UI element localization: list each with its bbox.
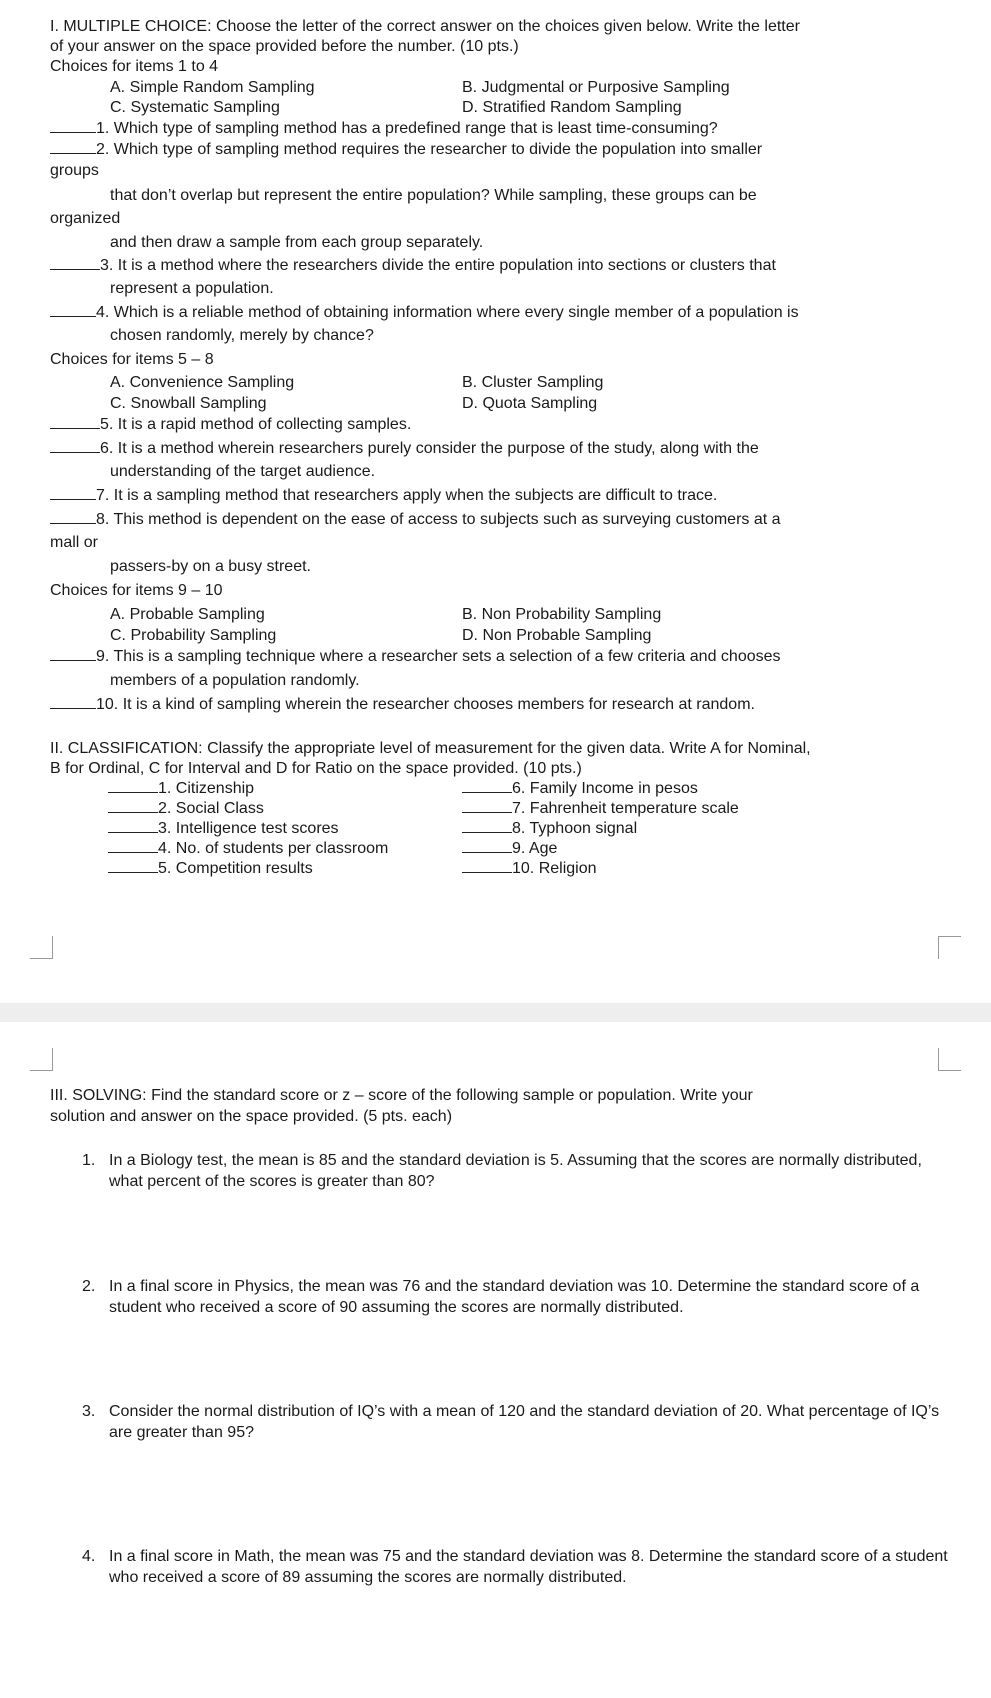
classification-item: 3. Intelligence test scores — [108, 818, 339, 839]
question-1: 1. Which type of sampling method has a predefined range that is least time-consuming? — [50, 118, 718, 139]
section1-header: I. MULTIPLE CHOICE: Choose the letter of the correct answer on the choices given below. Write the letter — [50, 18, 800, 35]
page-separator — [0, 1003, 991, 1022]
answer-blank-6[interactable] — [50, 438, 100, 453]
section1-header-cont: of your answer on the space provided before the number. (10 pts.) — [50, 38, 519, 55]
problem-number: 3. — [82, 1403, 96, 1420]
choice-b-2: B. Cluster Sampling — [462, 374, 604, 391]
classification-item: 6. Family Income in pesos — [462, 778, 698, 799]
question-6-cont: understanding of the target audience. — [110, 463, 376, 480]
answer-blank-2[interactable] — [50, 139, 96, 154]
crop-mark — [938, 1048, 961, 1071]
problem-number: 1. — [82, 1152, 96, 1169]
question-9: 9. This is a sampling technique where a researcher sets a selection of a few criteria and chooses — [50, 646, 781, 667]
problem-text: In a final score in Math, the mean was 75 and the standard deviation was 8. Determine the standard score of a student who received a score of 89 assuming the scores are normally distributed. — [109, 1548, 948, 1586]
question-2-cont: that don’t overlap but represent the entire population? While sampling, these groups can be — [110, 187, 757, 204]
question-3-cont: represent a population. — [110, 280, 274, 297]
question-2-cont: and then draw a sample from each group separately. — [110, 234, 484, 251]
problem-text: In a final score in Physics, the mean was 76 and the standard deviation was 10. Determine the standard score of a student who received a score of 90 assuming the scores are normally distributed. — [109, 1278, 920, 1316]
choices-label-1-4: Choices for items 1 to 4 — [50, 58, 219, 75]
answer-blank[interactable] — [108, 778, 158, 793]
answer-blank-7[interactable] — [50, 485, 96, 500]
section2-header-cont: B for Ordinal, C for Interval and D for Ratio on the space provided. (10 pts.) — [50, 760, 582, 777]
choice-a-3: A. Probable Sampling — [110, 606, 265, 623]
question-5: 5. It is a rapid method of collecting samples. — [50, 414, 411, 435]
answer-blank-5[interactable] — [50, 414, 100, 429]
answer-blank[interactable] — [462, 838, 512, 853]
answer-blank[interactable] — [462, 858, 512, 873]
classification-item: 8. Typhoon signal — [462, 818, 637, 839]
classification-item: 10. Religion — [462, 858, 597, 879]
choice-c-1: C. Systematic Sampling — [110, 99, 280, 116]
classification-item: 2. Social Class — [108, 798, 264, 819]
choice-a-2: A. Convenience Sampling — [110, 374, 295, 391]
question-4-cont: chosen randomly, merely by chance? — [110, 327, 374, 344]
answer-blank[interactable] — [108, 818, 158, 833]
answer-blank-9[interactable] — [50, 646, 96, 661]
answer-blank-1[interactable] — [50, 118, 96, 133]
problem-text: In a Biology test, the mean is 85 and the standard deviation is 5. Assuming that the scores are normally distributed, what percent of the scores is greater than 80? — [109, 1152, 922, 1190]
question-4: 4. Which is a reliable method of obtaining information where every single member of a population is — [50, 302, 799, 323]
choices-label-5-8: Choices for items 5 – 8 — [50, 351, 214, 368]
question-6: 6. It is a method wherein researchers purely consider the purpose of the study, along with the — [50, 438, 759, 459]
question-2-cont: groups — [50, 162, 99, 179]
question-8-cont: mall or — [50, 534, 99, 551]
choice-a-1: A. Simple Random Sampling — [110, 79, 315, 96]
answer-blank-4[interactable] — [50, 302, 96, 317]
answer-blank-8[interactable] — [50, 509, 96, 524]
classification-item: 5. Competition results — [108, 858, 313, 879]
section2-header: II. CLASSIFICATION: Classify the appropriate level of measurement for the given data. Write A for Nominal, — [50, 740, 811, 757]
question-2: 2. Which type of sampling method requires the researcher to divide the population into smaller — [50, 139, 762, 160]
choice-c-2: C. Snowball Sampling — [110, 395, 267, 412]
answer-blank-10[interactable] — [50, 694, 96, 709]
question-8: 8. This method is dependent on the ease of access to subjects such as surveying customers at a — [50, 509, 781, 530]
answer-blank[interactable] — [462, 778, 512, 793]
choice-d-3: D. Non Probable Sampling — [462, 627, 652, 644]
choices-label-9-10: Choices for items 9 – 10 — [50, 582, 223, 599]
problem-text: Consider the normal distribution of IQ’s with a mean of 120 and the standard deviation of 20. What percentage of IQ’s are greater than 95? — [109, 1403, 940, 1441]
question-3: 3. It is a method where the researchers divide the entire population into sections or clusters that — [50, 255, 776, 276]
answer-blank[interactable] — [462, 798, 512, 813]
problem-number: 2. — [82, 1278, 96, 1295]
section3-header: III. SOLVING: Find the standard score or z – score of the following sample or population. Write your — [50, 1087, 753, 1104]
choice-c-3: C. Probability Sampling — [110, 627, 277, 644]
question-9-cont: members of a population randomly. — [110, 672, 360, 689]
choice-d-1: D. Stratified Random Sampling — [462, 99, 682, 116]
classification-item: 7. Fahrenheit temperature scale — [462, 798, 739, 819]
section3-header-cont: solution and answer on the space provided. (5 pts. each) — [50, 1108, 453, 1125]
answer-blank-3[interactable] — [50, 255, 100, 270]
crop-mark — [938, 936, 961, 959]
crop-mark — [30, 936, 53, 959]
classification-item: 9. Age — [462, 838, 557, 859]
question-10: 10. It is a kind of sampling wherein the researcher chooses members for research at random. — [50, 694, 755, 715]
classification-item: 1. Citizenship — [108, 778, 254, 799]
choice-b-3: B. Non Probability Sampling — [462, 606, 662, 623]
answer-blank[interactable] — [108, 858, 158, 873]
answer-blank[interactable] — [462, 818, 512, 833]
choice-b-1: B. Judgmental or Purposive Sampling — [462, 79, 730, 96]
answer-blank[interactable] — [108, 838, 158, 853]
choice-d-2: D. Quota Sampling — [462, 395, 598, 412]
question-8-cont: passers-by on a busy street. — [110, 558, 311, 575]
problem-number: 4. — [82, 1548, 96, 1565]
worksheet-page-2 — [0, 1022, 991, 1698]
question-7: 7. It is a sampling method that researchers apply when the subjects are difficult to trace. — [50, 485, 717, 506]
answer-blank[interactable] — [108, 798, 158, 813]
question-2-cont: organized — [50, 210, 121, 227]
crop-mark — [30, 1048, 53, 1071]
classification-item: 4. No. of students per classroom — [108, 838, 388, 859]
